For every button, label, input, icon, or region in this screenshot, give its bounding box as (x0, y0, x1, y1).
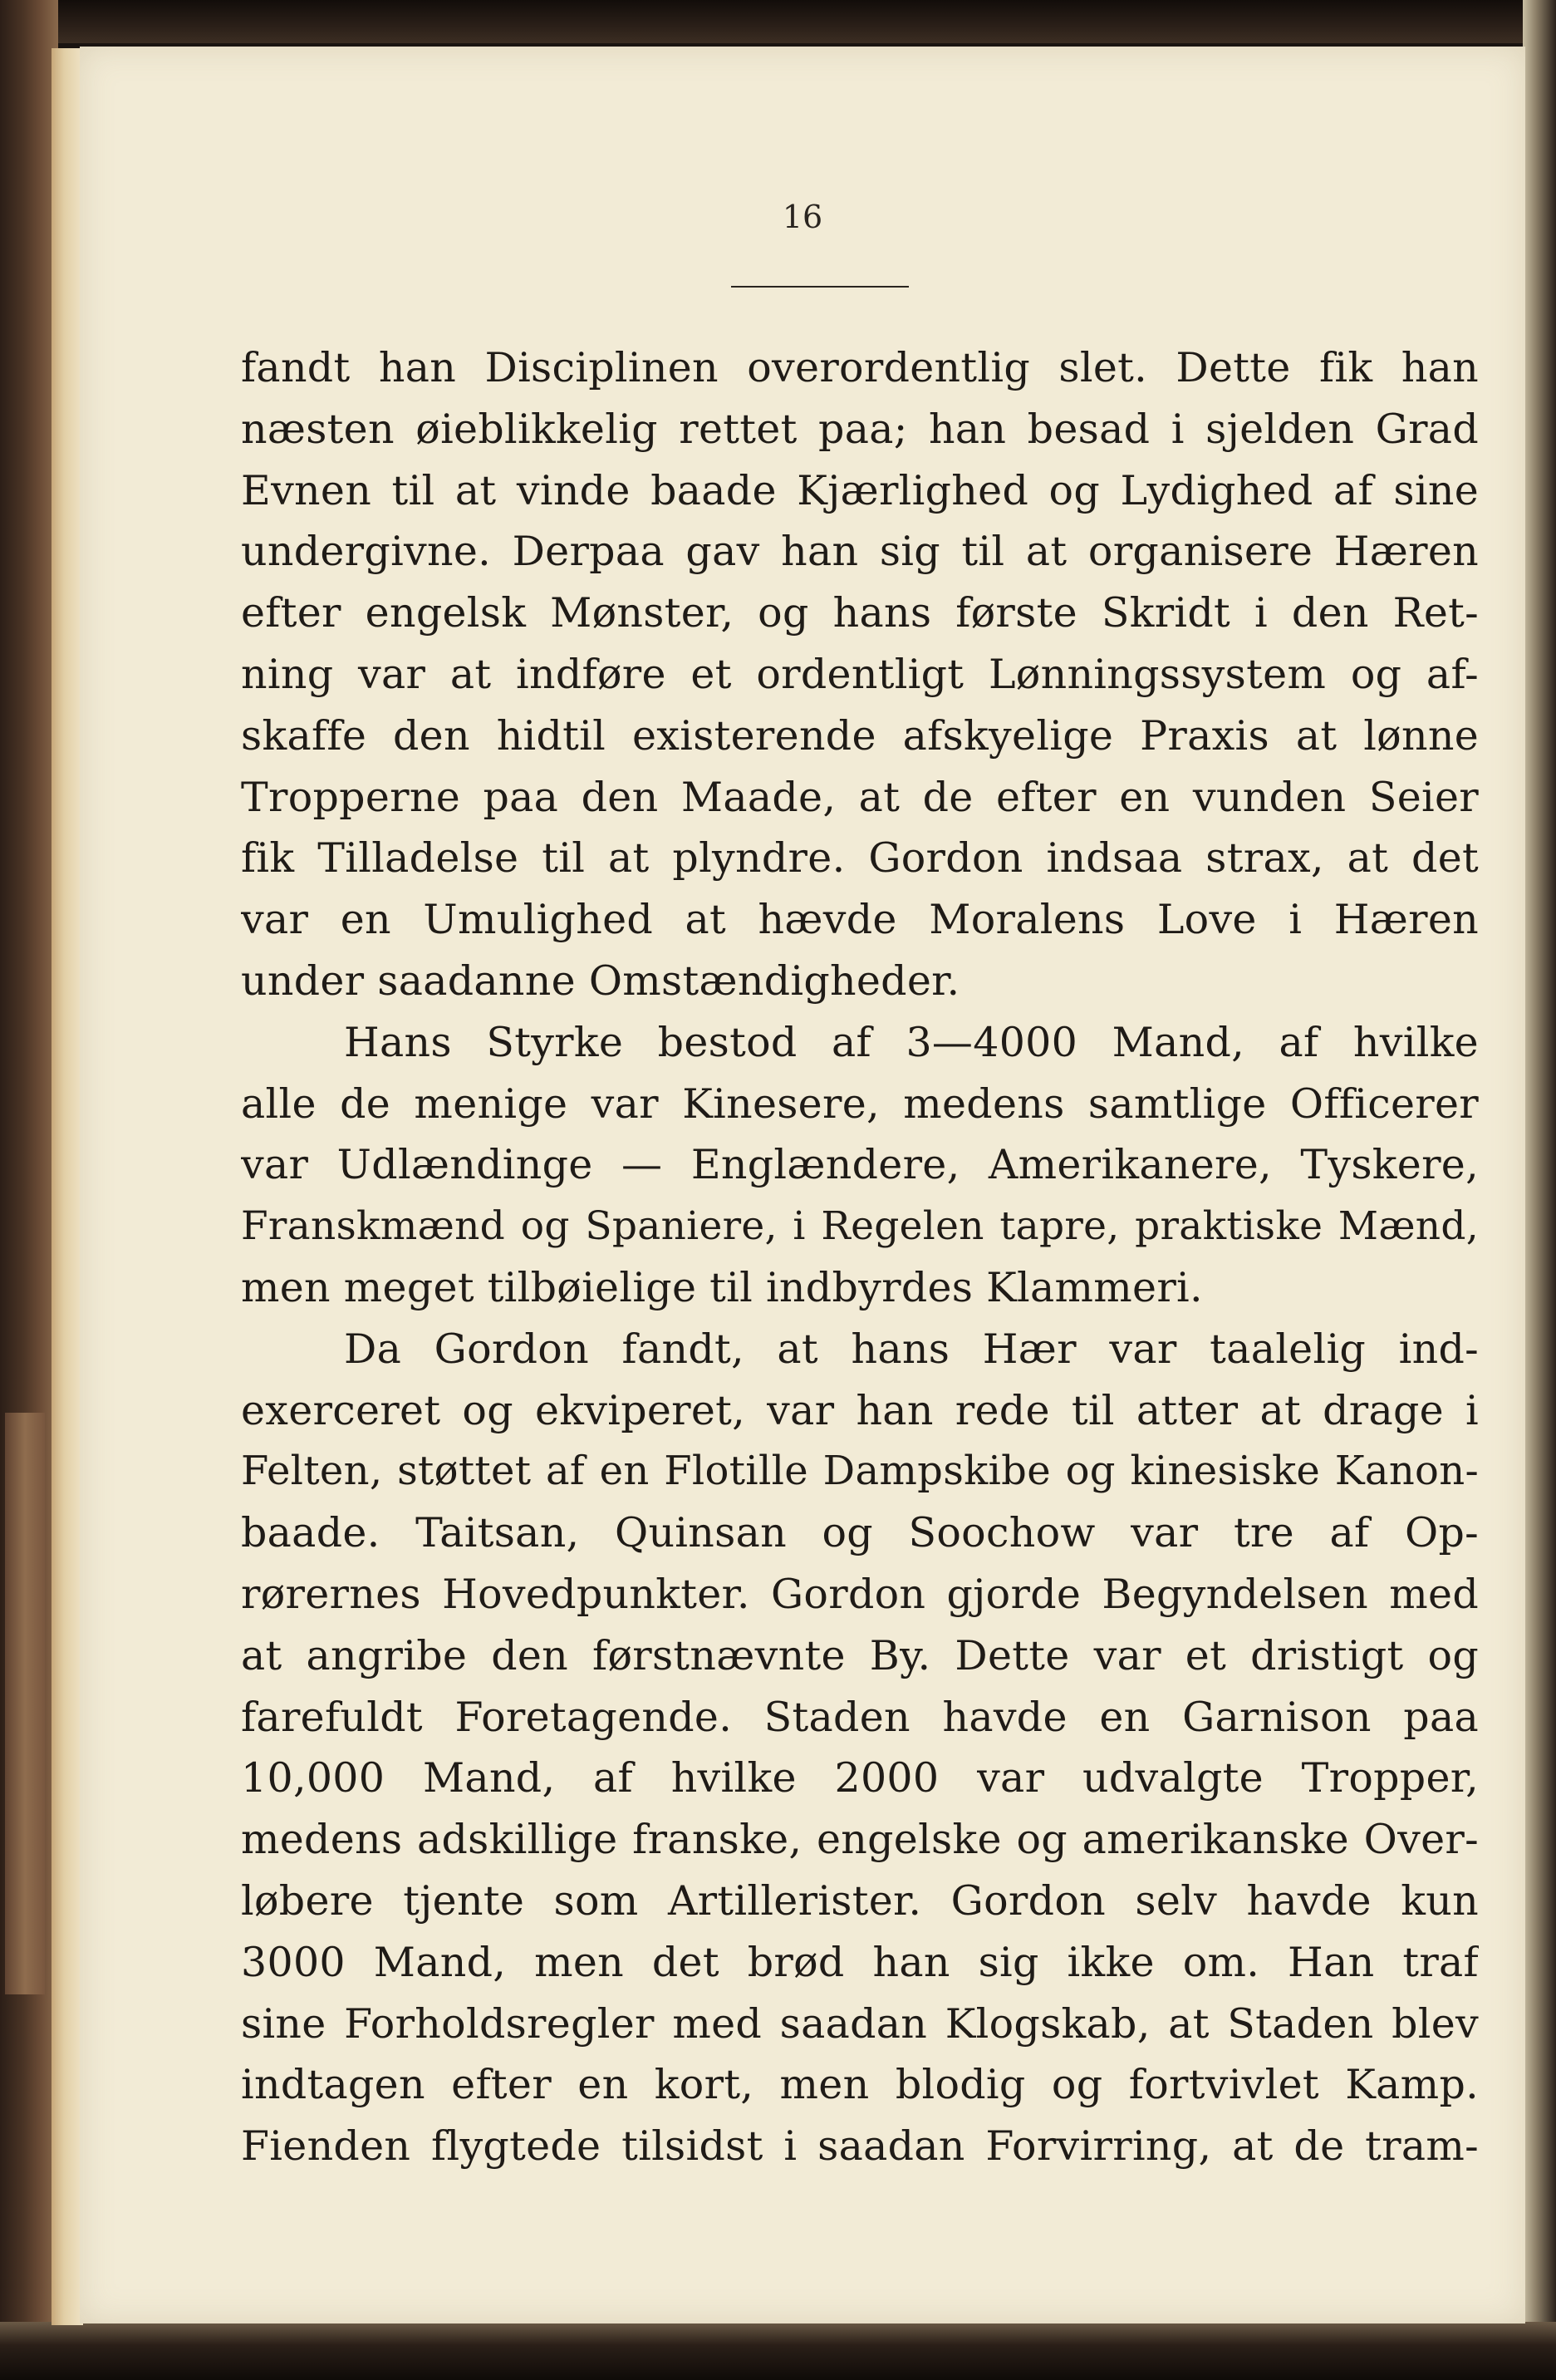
body-text (241, 337, 1479, 2177)
text-line: var en Umulighed at hævde Moralens Love i Hæren (241, 896, 1479, 944)
text-line: baade. Taitsan, Quinsan og Soochow var tre af Op- (241, 1509, 1479, 1557)
text-line: Evnen til at vinde baade Kjærlighed og Lydighed af sine (241, 466, 1479, 514)
text-line: Felten, støttet af en Flotille Dampskibe og kinesiske Kanon- (241, 1448, 1479, 1495)
text-line: Franskmænd og Spaniere, i Regelen tapre, praktiske Mænd, (241, 1203, 1479, 1250)
paragraph-start-line: Da Gordon fandt, at hans Hær var taalelig ind- (344, 1325, 1479, 1373)
text-line: fandt han Disciplinen overordentlig slet. Dette fik han (241, 344, 1479, 391)
text-line: farefuldt Foretagende. Staden havde en Garnison paa (241, 1693, 1479, 1741)
page-number: 16 (782, 199, 823, 235)
text-line: medens adskillige franske, engelske og amerikanske Over- (241, 1816, 1479, 1864)
text-line: alle de menige var Kinesere, medens samtlige Officerer (241, 1079, 1479, 1128)
text-line: exerceret og ekviperet, var han rede til atter at drage i (241, 1386, 1479, 1434)
text-line: Tropperne paa den Maade, at de efter en vunden Seier (241, 773, 1479, 821)
text-line: ning var at indføre et ordentligt Lønningssystem og af- (241, 650, 1479, 698)
text-line: var Udlændinge — Englændere, Amerikanere, Tyskere, (241, 1141, 1479, 1189)
book-binding-left (0, 0, 58, 2380)
text-line: efter engelsk Mønster, og hans første Skridt i den Ret- (241, 589, 1479, 637)
text-line: Fienden flygtede tilsidst i saadan Forvirring, at de tram- (241, 2122, 1479, 2171)
text-line: undergivne. Derpaa gav han sig til at organisere Hæren (241, 528, 1479, 576)
book-page (80, 47, 1525, 2323)
text-line: fik Tilladelse til at plyndre. Gordon indsaa strax, at det (241, 834, 1479, 883)
book-binding-right (1523, 0, 1556, 2380)
paragraph-end-line: men meget tilbøielige til indbyrdes Klammeri. (241, 1263, 1203, 1311)
text-line: løbere tjente som Artillerister. Gordon selv havde kun (241, 1876, 1479, 1925)
text-line: 3000 Mand, men det brød han sig ikke om. Han traf (241, 1938, 1479, 1986)
text-line: skaffe den hidtil existerende afskyelige Praxis at lønne (241, 711, 1479, 760)
text-line: næsten øieblikkelig rettet paa; han besad i sjelden Grad (241, 405, 1479, 453)
text-line: sine Forholdsregler med saadan Klogskab, at Staden blev (241, 1999, 1479, 2048)
text-line: indtagen efter en kort, men blodig og fortvivlet Kamp. (241, 2061, 1479, 2109)
paragraph-start-line: Hans Styrke bestod af 3—4000 Mand, af hvilke (344, 1018, 1479, 1066)
paragraph-end-line: under saadanne Omstændigheder. (241, 956, 960, 1005)
page-edge (52, 48, 83, 2325)
book-binding-top (0, 0, 1556, 43)
text-line: at angribe den førstnævnte By. Dette var et dristigt og (241, 1631, 1479, 1679)
text-line: 10,000 Mand, af hvilke 2000 var udvalgte Tropper, (241, 1754, 1479, 1802)
page-number-rule (731, 286, 909, 288)
book-binding-bottom (0, 2322, 1556, 2380)
text-line: rørernes Hovedpunkter. Gordon gjorde Begyndelsen med (241, 1570, 1479, 1618)
